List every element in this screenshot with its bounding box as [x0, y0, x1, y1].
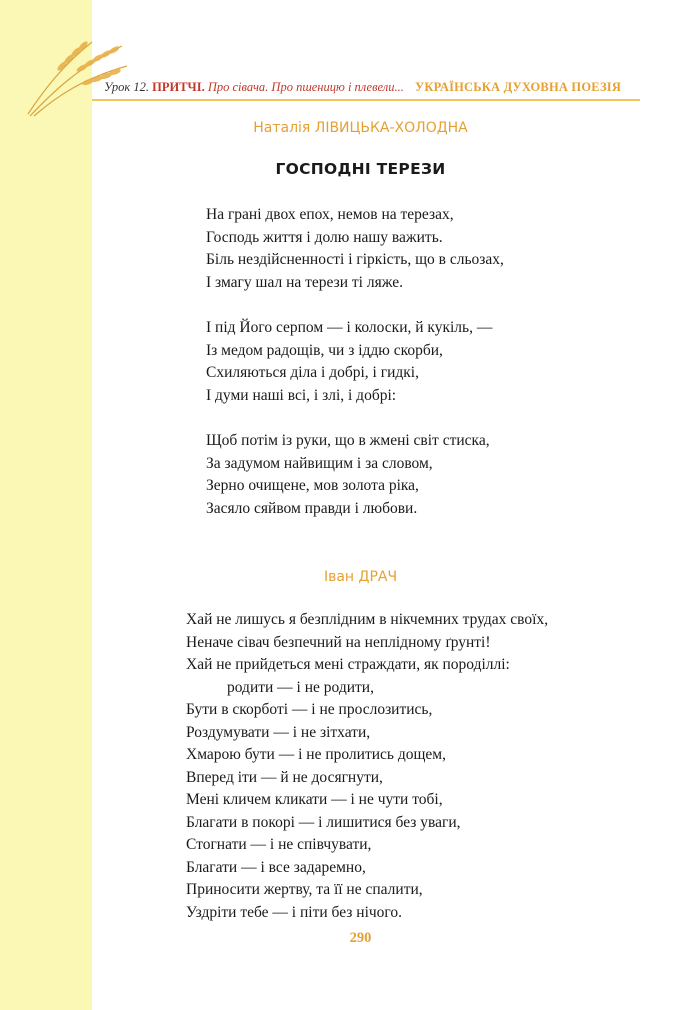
poem-line: Неначе сівач безпечний на неплідному ґрунті!	[186, 633, 491, 651]
poem2-author: Іван ДРАЧ	[323, 569, 398, 585]
lesson-label: Урок 12.	[104, 80, 150, 94]
topic-label: ПРИТЧІ.	[152, 80, 205, 94]
topic-subtitle: Про сівача. Про пшеницю і плевели...	[207, 80, 404, 94]
poem-line: Роздумувати — і не зітхати,	[186, 723, 371, 741]
section-title: УКРАЇНСЬКА ДУХОВНА ПОЕЗІЯ	[414, 80, 622, 94]
wheat-icon	[22, 38, 132, 118]
poem-line: Зерно очищене, мов золота ріка,	[206, 477, 419, 495]
poem-line: Господь життя і долю нашу важить.	[206, 228, 443, 246]
poem-line: Вперед іти — й не досягнути,	[186, 768, 383, 786]
poem-line: І думи наші всі, і злі, і добрі:	[206, 386, 397, 404]
poem-line: Засяло сяйвом правди і любови.	[206, 499, 418, 517]
poem1-author: Наталія ЛІВИЦЬКА-ХОЛОДНА	[253, 120, 468, 136]
poem-line: Біль нездійсненності і гіркість, що в сльозах,	[206, 251, 504, 269]
page-number: 290	[349, 930, 372, 946]
poem1-stanza	[206, 317, 646, 407]
side-band	[0, 0, 92, 1010]
poem-line: І під Його серпом — і колоски, й кукіль, —	[206, 318, 493, 336]
poem-line: Стогнати — і не співчувати,	[186, 836, 372, 853]
poem-line: Благати в покорі — і лишитися без уваги,	[186, 813, 461, 831]
poem1-stanza	[206, 204, 646, 294]
poem-line: І змагу шал на терези ті ляже.	[206, 273, 403, 291]
poem-line: Щоб потім із руки, що в жмені світ стиска,	[206, 431, 490, 449]
poem1-stanza	[206, 430, 646, 520]
poem1-title: ГОСПОДНІ ТЕРЕЗИ	[275, 160, 446, 178]
poem-line: Приносити жертву, та її не спалити,	[186, 881, 423, 898]
poem-line: На грані двох епох, немов на терезах,	[206, 206, 454, 223]
poem-line: родити — і не родити,	[227, 678, 374, 696]
poem-line: Благати — і все задаремно,	[186, 858, 366, 876]
poem-line: За задумом найвищим і за словом,	[206, 454, 433, 472]
poem-line: Із медом радощів, чи з іддю скорби,	[206, 341, 443, 359]
poem-line: Бути в скорботі — і не прослозитись,	[186, 701, 433, 718]
poem1-body	[206, 204, 646, 520]
poem-line: Хай не прийдеться мені страждати, як породіллі:	[186, 656, 510, 673]
poem-line: Схиляються діла і добрі, і гидкі,	[206, 364, 419, 382]
poem-line: Хай не лишусь я безплідним в нікчемних трудах своїх,	[186, 611, 549, 628]
poem-line: Уздріти тебе — і піти без нічого.	[186, 903, 403, 921]
page-header	[104, 80, 644, 95]
poem-line: Мені кличем кликати — і не чути тобі,	[186, 791, 443, 808]
header-divider	[92, 99, 640, 101]
poem-line: Хмарою бути — і не пролитись дощем,	[186, 746, 446, 763]
poem2-body	[186, 609, 656, 924]
